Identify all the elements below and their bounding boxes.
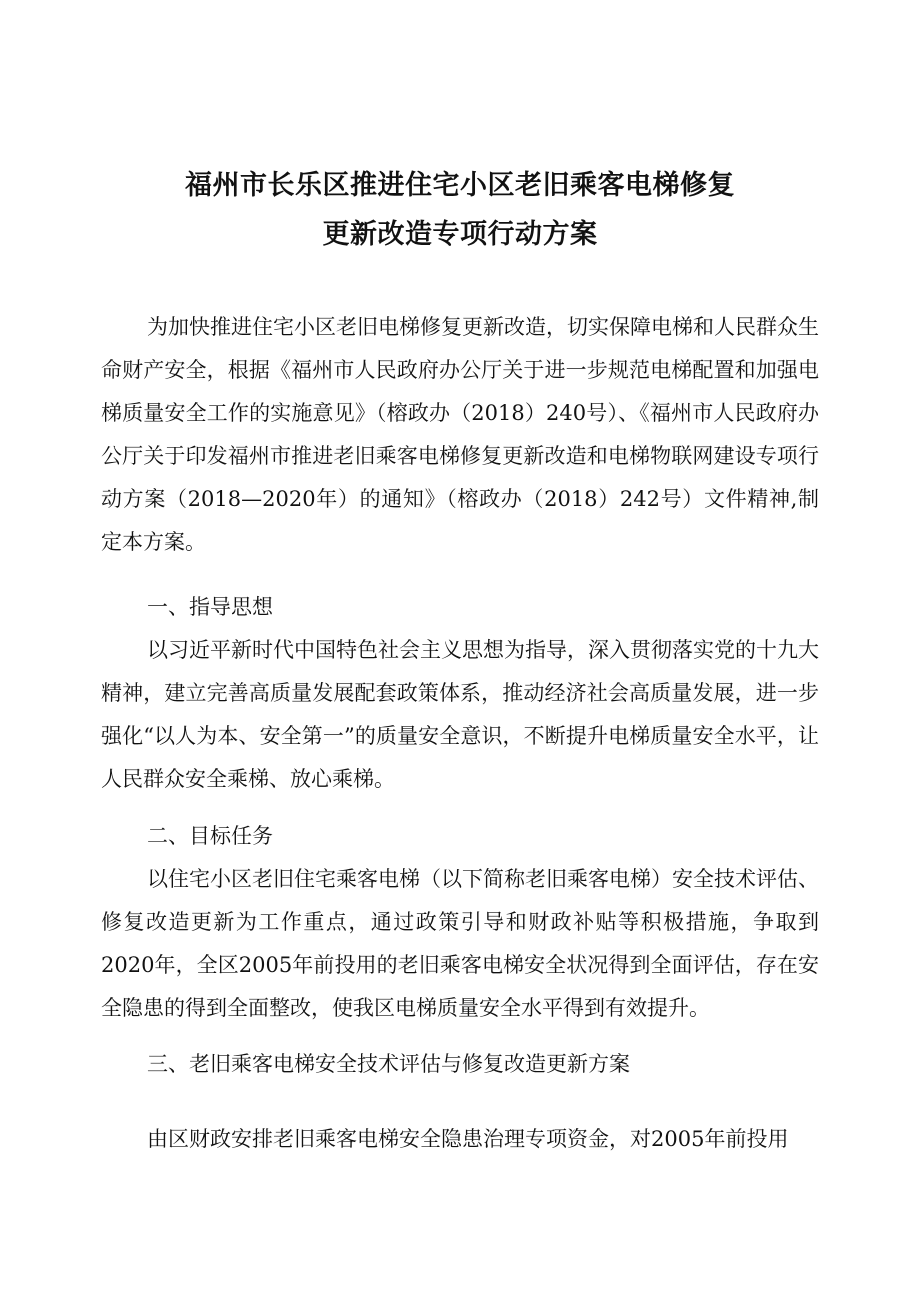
- section-1-paragraph: 以习近平新时代中国特色社会主义思想为指导，深入贯彻落实党的十九大精神，建立完善高质量发展配套政策体系，推动经济社会高质量发展，进一步强化“以人为本、安全第一”的质量安全意识，不断提升电梯质量安全水平，让人民群众安全乘梯、放心乘梯。: [101, 638, 819, 791]
- document-title-line-1: 福州市长乐区推进住宅小区老旧乘客电梯修复: [185, 170, 735, 201]
- section-3-heading: 三、老旧乘客电梯安全技术评估与修复改造更新方案: [147, 1052, 630, 1076]
- section-2-heading: 二、目标任务: [147, 824, 273, 848]
- section-2-paragraph: 以住宅小区老旧住宅乘客电梯（以下简称老旧乘客电梯）安全技术评估、修复改造更新为工作重点，通过政策引导和财政补贴等积极措施，争取到2020年，全区2005年前投用的老旧乘客电梯安全状况得到全面评估，存在安全隐患的得到全面整改，使我区电梯质量安全水平得到有效提升。: [101, 867, 819, 1020]
- section-3-paragraph: 由区财政安排老旧乘客电梯安全隐患治理专项资金，对2005年前投用: [147, 1127, 789, 1151]
- intro-paragraph: 为加快推进住宅小区老旧电梯修复更新改造，切实保障电梯和人民群众生命财产安全，根据《福州市人民政府办公厅关于进一步规范电梯配置和加强电梯质量安全工作的实施意见》（榕政办（2018）240号）、《福州市人民政府办公厅关于印发福州市推进老旧乘客电梯修复更新改造和电梯物联网建设专项行动方案（2018—2020年）的通知》（榕政办（2018）242号）文件精神,制定本方案。: [101, 315, 819, 554]
- section-1-heading: 一、指导思想: [147, 595, 273, 619]
- document-title-line-2: 更新改造专项行动方案: [322, 219, 598, 250]
